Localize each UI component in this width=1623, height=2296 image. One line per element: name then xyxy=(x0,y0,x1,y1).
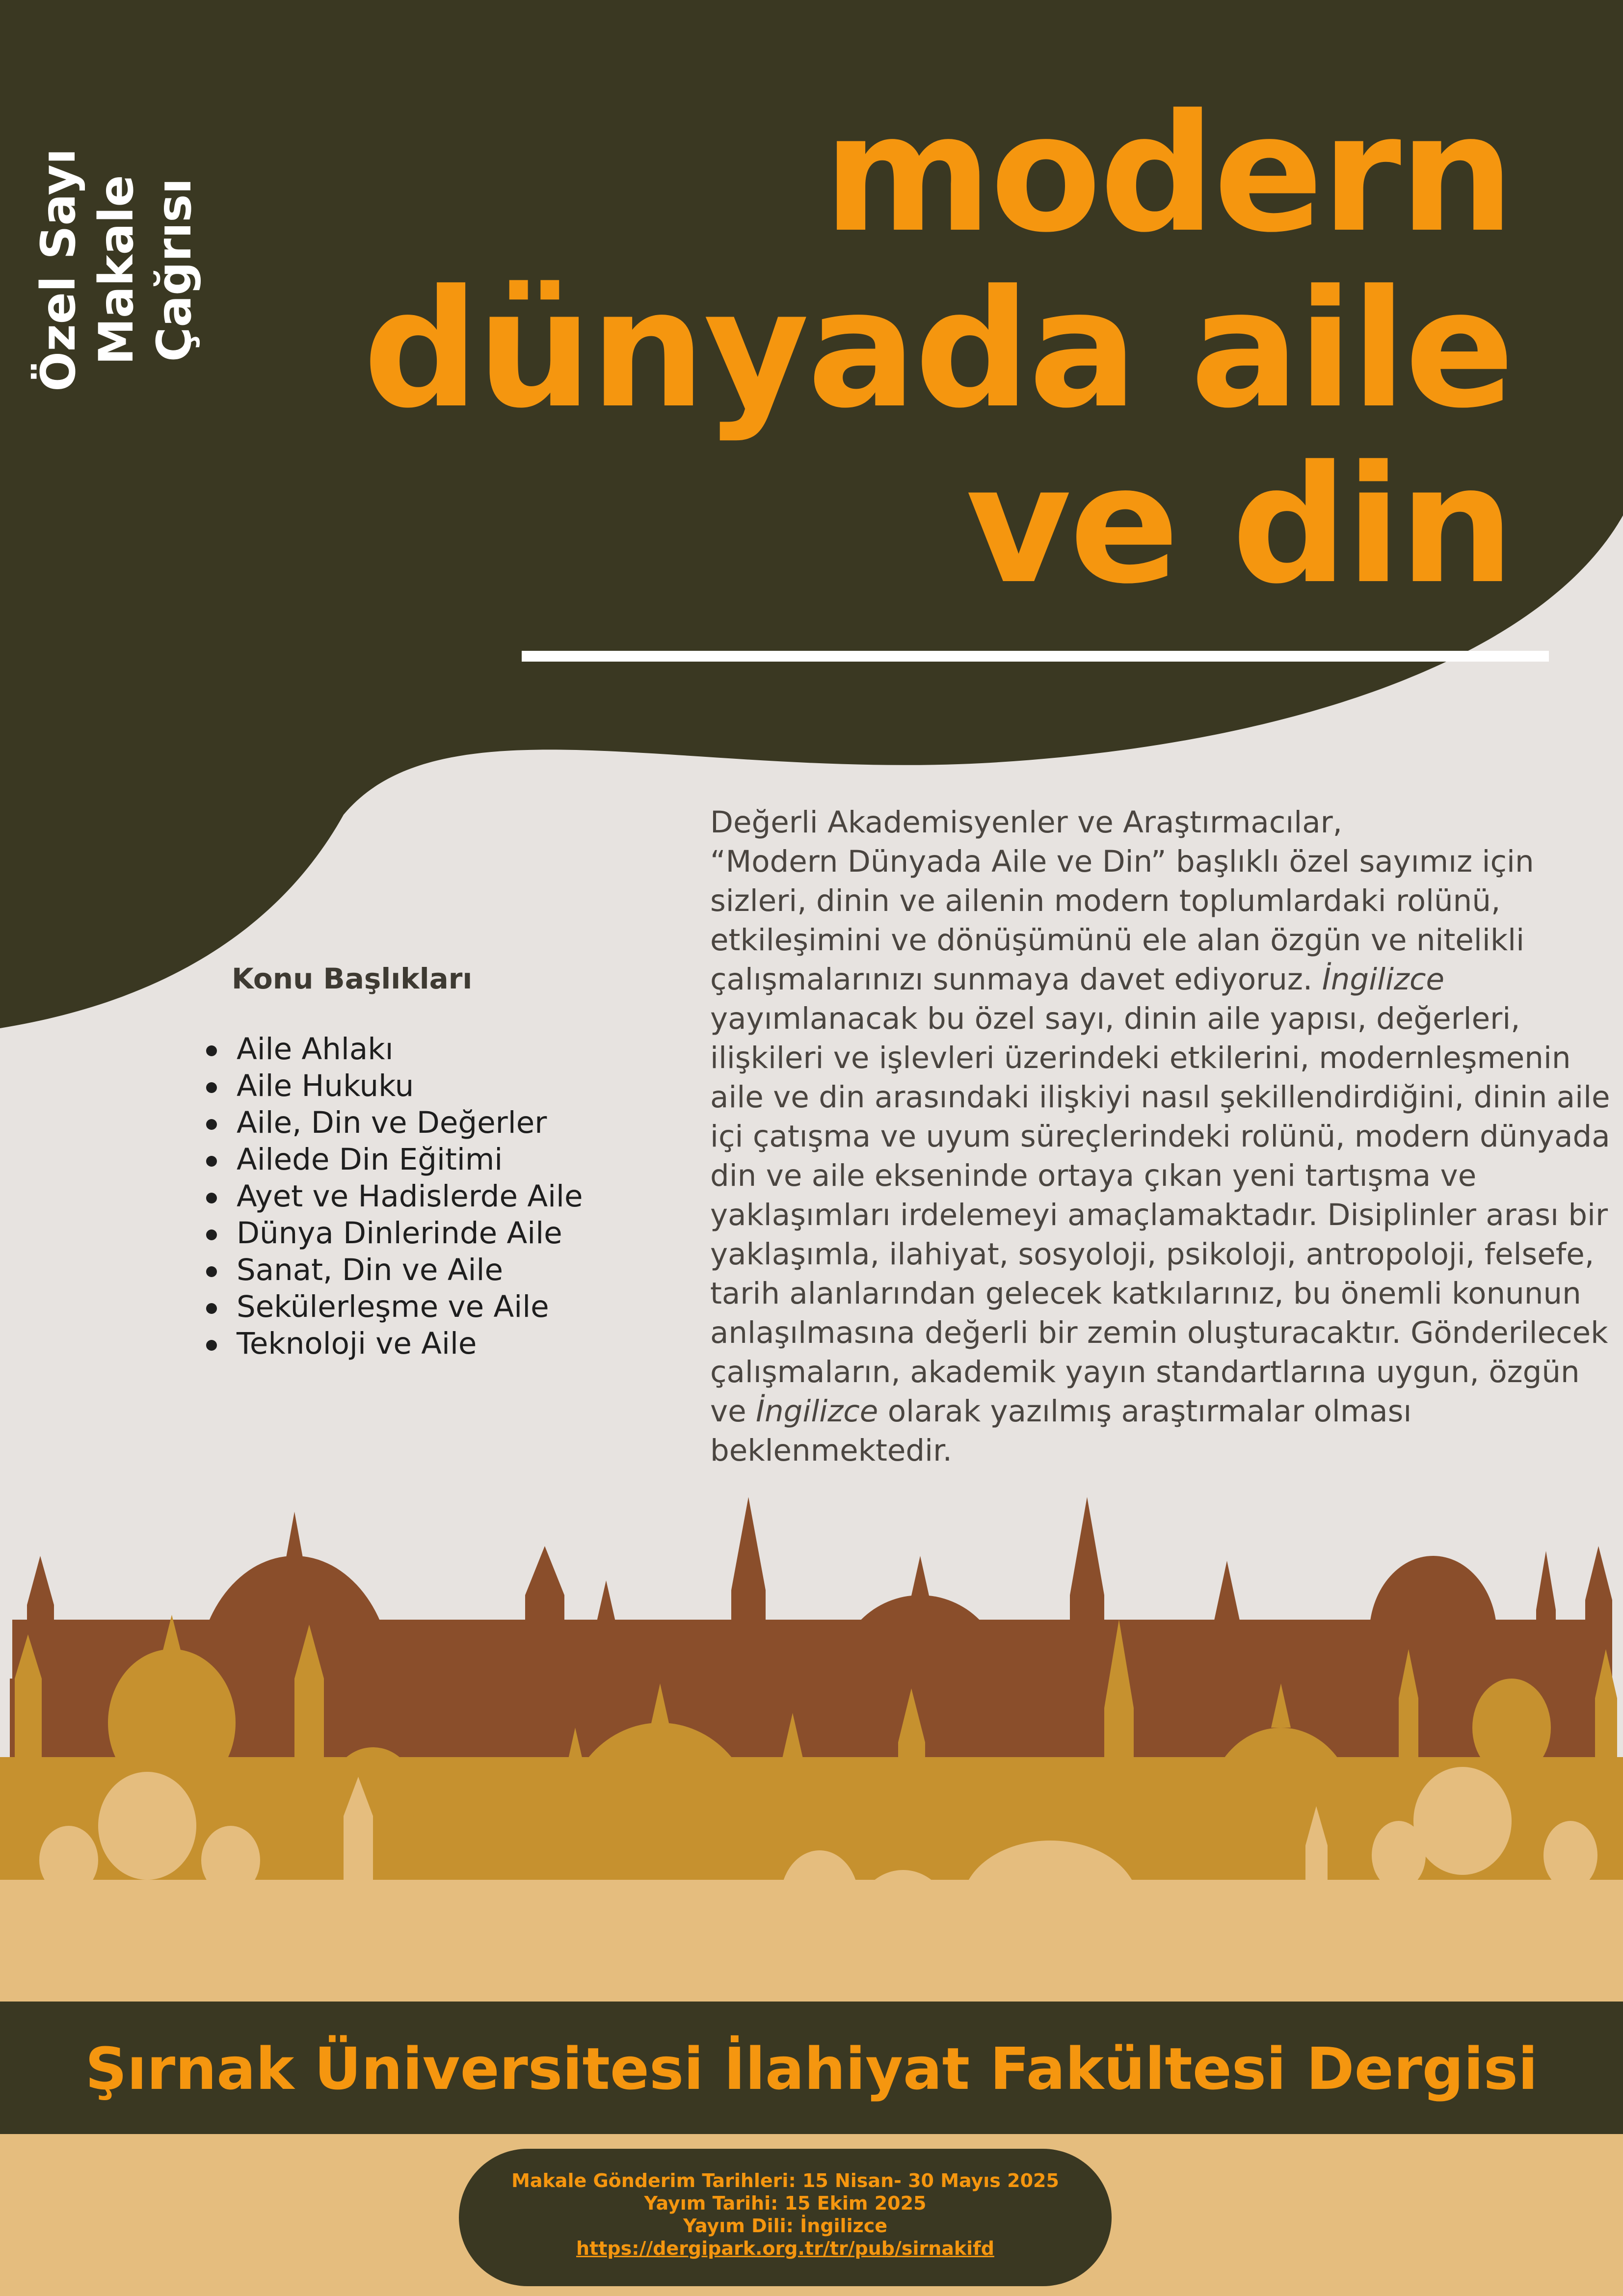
text-line: yayımlanacak bu özel sayı, dinin aile yapısı, değerleri, xyxy=(710,1001,1520,1036)
list-item: Sekülerleşme ve Aile xyxy=(206,1288,583,1325)
vertical-label xyxy=(29,83,203,456)
list-item: Ayet ve Hadislerde Aile xyxy=(206,1178,583,1215)
text-line xyxy=(710,960,1594,999)
topics-list xyxy=(206,1031,583,1362)
text-line: tarih alanlarından gelecek katkılarınız, bu önemli konunun xyxy=(710,1276,1581,1311)
publish-date: Yayım Tarihi: 15 Ekim 2025 xyxy=(644,2192,927,2214)
text-line: ilişkileri ve işlevleri üzerindeki etkilerini, modernleşmenin xyxy=(710,1041,1571,1075)
list-item: Sanat, Din ve Aile xyxy=(206,1252,583,1288)
topics-heading: Konu Başlıkları xyxy=(232,962,473,995)
language-emphasis: İngilizce xyxy=(1322,962,1445,997)
title-underline xyxy=(522,651,1549,662)
list-item: Aile Hukuku xyxy=(206,1068,583,1104)
info-pill xyxy=(459,2149,1112,2286)
special-issue-label: Özel Sayı xyxy=(31,148,86,392)
text-line: Değerli Akademisyenler ve Araştırmacılar, xyxy=(710,805,1343,840)
text-line: yaklaşımları irdelemeyi amaçlamaktadır. Disiplinler arası bir xyxy=(710,1198,1608,1232)
text-line: yaklaşımla, ilahiyat, sosyoloji, psikoloji, antropoloji, felsefe, xyxy=(710,1237,1595,1272)
journal-title: Şırnak Üniversitesi İlahiyat Fakültesi Dergisi xyxy=(85,2035,1538,2103)
text-line: etkileşimini ve dönüşümünü ele alan özgün ve nitelikli xyxy=(710,923,1525,958)
list-item: Teknoloji ve Aile xyxy=(206,1325,583,1362)
title-line: ve din xyxy=(965,431,1513,619)
list-item: Dünya Dinlerinde Aile xyxy=(206,1215,583,1252)
title-line: dünyada aile xyxy=(363,255,1513,444)
text-line: “Modern Dünyada Aile ve Din” başlıklı özel sayımız için xyxy=(710,844,1534,879)
text-line: aile ve din arasındaki ilişkiyi nasıl şekillendirdiğini, dinin aile xyxy=(710,1080,1610,1115)
text-line: din ve aile ekseninde ortaya çıkan yeni tartışma ve xyxy=(710,1158,1477,1193)
call-for-papers-label: Makale Çağrısı xyxy=(89,175,202,365)
text-line: çalışmaların, akademik yayın standartlarına uygun, özgün xyxy=(710,1355,1580,1389)
text-span: ve xyxy=(710,1394,746,1429)
text-line: içi çatışma ve uyum süreçlerindeki rolünü, modern dünyada xyxy=(710,1119,1610,1154)
journal-link[interactable]: https://dergipark.org.tr/tr/pub/sirnakifd xyxy=(576,2238,994,2259)
title-line: modern xyxy=(823,80,1513,268)
text-line: anlaşılmasına değerli bir zemin oluşturacaktır. Gönderilecek xyxy=(710,1315,1608,1350)
text-line xyxy=(710,1392,1594,1431)
list-item: Aile Ahlakı xyxy=(206,1031,583,1068)
submission-dates: Makale Gönderim Tarihleri: 15 Nisan- 30 Mayıs 2025 xyxy=(511,2170,1059,2191)
language-emphasis: İngilizce xyxy=(756,1394,878,1429)
list-item: Aile, Din ve Değerler xyxy=(206,1104,583,1141)
text-span: çalışmalarınızı sunmaya davet ediyoruz. xyxy=(710,962,1313,997)
page-title xyxy=(237,80,1513,619)
text-line: sizleri, dinin ve ailenin modern toplumlardaki rolünü, xyxy=(710,883,1501,918)
text-span: olarak yazılmış araştırmalar olması xyxy=(887,1394,1412,1429)
text-line: beklenmektedir. xyxy=(710,1433,952,1468)
publish-language: Yayım Dili: İngilizce xyxy=(683,2215,888,2237)
list-item: Ailede Din Eğitimi xyxy=(206,1141,583,1178)
call-text xyxy=(710,803,1610,1470)
